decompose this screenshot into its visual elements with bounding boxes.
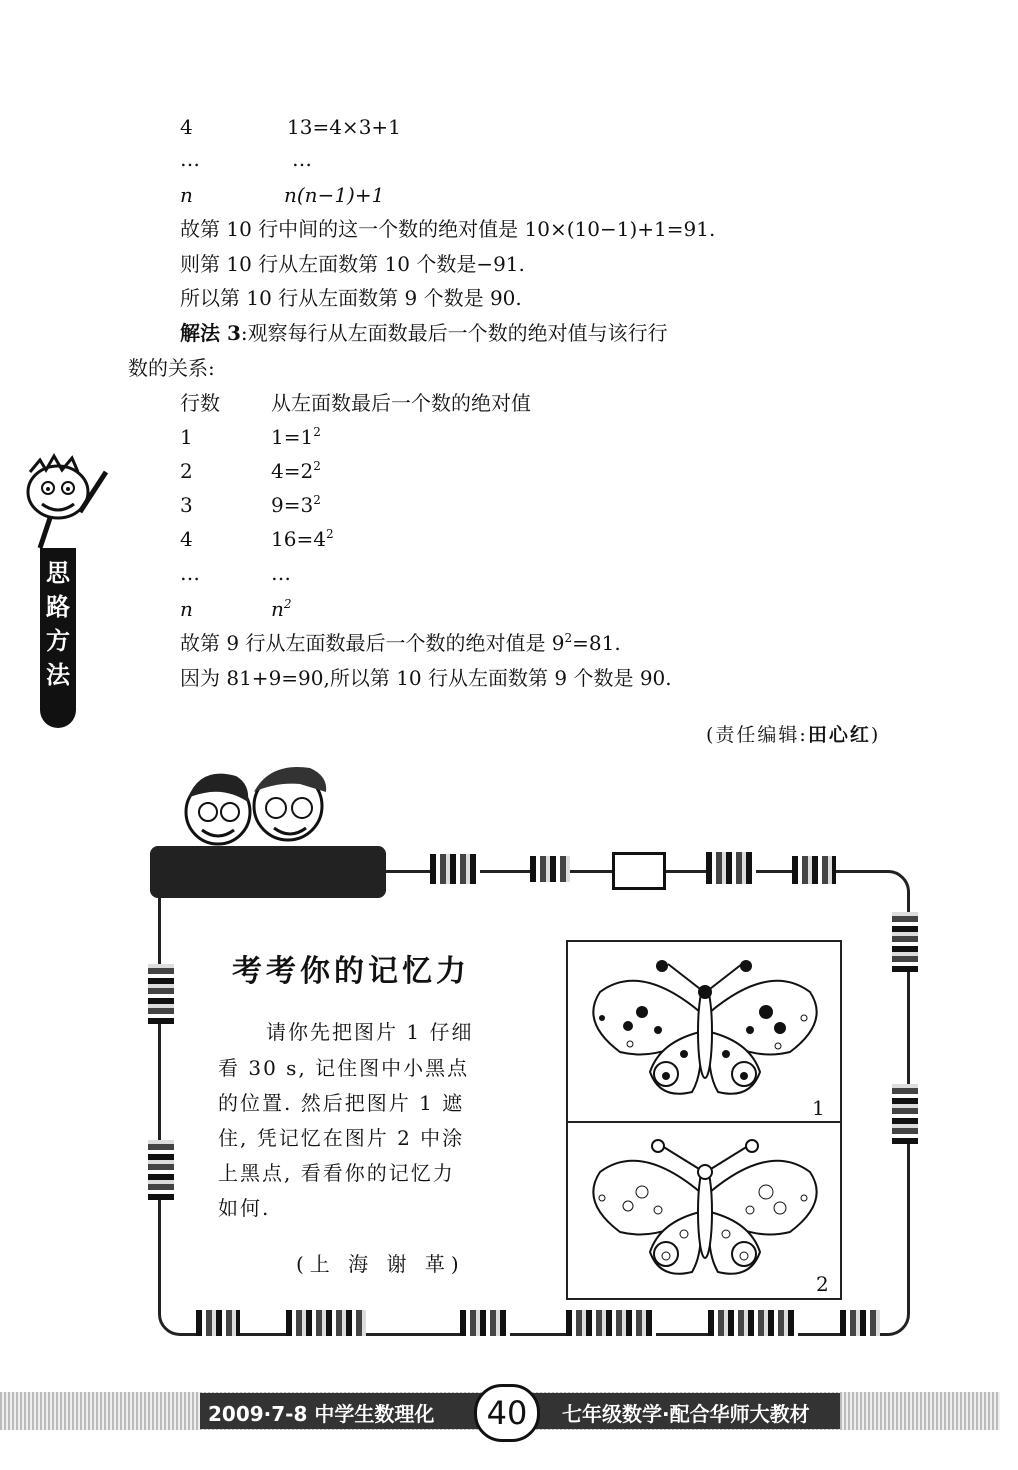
butterfly-1-image (580, 952, 830, 1102)
page-number: 40 (474, 1384, 540, 1442)
border-pattern-bottom-2 (286, 1310, 366, 1336)
table1-row4-n: 4 (180, 115, 193, 139)
picture-divider (566, 1121, 842, 1123)
box-text-line-4: 住, 凭记忆在图片 2 中涂 (218, 1126, 465, 1150)
table2-row4-n: 4 (180, 527, 193, 551)
table1-rown-n: n (180, 183, 193, 207)
picture-1-label: 1 (812, 1096, 825, 1120)
table2-dots-value: … (271, 561, 291, 585)
table2-row2-value (271, 458, 321, 484)
text2-line1-exp: 2 (564, 631, 573, 645)
text1-line3: 所以第 10 行从左面数第 9 个数是 90. (180, 286, 522, 310)
side-tab-char-1: 思 (46, 559, 70, 587)
border-pattern-right-2 (892, 1084, 918, 1144)
text2-line1-a: 故第 9 行从左面数最后一个数的绝对值是 9 (180, 631, 565, 655)
border-pattern-top-5 (792, 856, 836, 884)
border-pattern-bottom-5 (708, 1310, 798, 1336)
box-header-bar (150, 846, 386, 898)
border-pattern-right-1 (892, 912, 918, 972)
text2-line1 (180, 630, 621, 656)
table1-rown-value: n(n−1)+1 (284, 183, 385, 207)
border-pattern-left-2 (148, 1140, 174, 1200)
box-text-line-3: 的位置. 然后把图片 1 遮 (218, 1091, 465, 1115)
border-pattern-top-4 (706, 852, 756, 884)
picture-2-label: 2 (816, 1272, 829, 1296)
side-tab (40, 548, 76, 728)
table2-header-col2: 从左面数最后一个数的绝对值 (271, 391, 531, 415)
text2-line1-b: =81. (572, 631, 621, 655)
footer-left-text: 2009·7-8 中学生数理化 (208, 1402, 435, 1426)
method3-cont: 数的关系: (128, 356, 215, 380)
table2-row3-n: 3 (180, 493, 193, 517)
border-pattern-left-1 (148, 964, 174, 1024)
table2-rown-expr: n (271, 597, 284, 621)
method3-text: :观察每行从左面数最后一个数的绝对值与该行行 (240, 321, 668, 345)
editor-prefix: (责任编辑: (706, 724, 808, 746)
table1-dots-n: … (180, 147, 200, 171)
box-text-line-1: 请你先把图片 1 仔细 (266, 1020, 474, 1044)
table2-row1-expr: 1=1 (271, 425, 314, 449)
side-tab-char-2: 路 (46, 593, 70, 621)
table1-dots-value: … (292, 147, 312, 171)
table1-row4-value: 13=4×3+1 (287, 115, 401, 139)
footer-right-text: 七年级数学·配合华师大教材 (562, 1402, 810, 1426)
table2-row2-expr: 4=2 (271, 459, 314, 483)
table2-row1-exp: 2 (313, 425, 321, 439)
table2-row2-n: 2 (180, 459, 193, 483)
text1-line2: 则第 10 行从左面数第 10 个数是−91. (180, 252, 525, 276)
side-tab-char-4: 法 (46, 661, 70, 689)
table2-rown-n: n (180, 597, 193, 621)
table2-header-col1: 行数 (180, 391, 220, 415)
border-pattern-top-2 (530, 856, 570, 882)
border-pattern-bottom-1 (196, 1310, 240, 1336)
table2-dots-n: … (180, 561, 200, 585)
box-text-line-6: 如何. (218, 1196, 271, 1220)
table2-row4-exp: 2 (325, 527, 334, 541)
table2-row2-exp: 2 (313, 459, 321, 473)
text1-line1: 故第 10 行中间的这一个数的绝对值是 10×(10−1)+1=91. (180, 217, 716, 241)
text2-line2: 因为 81+9=90,所以第 10 行从左面数第 9 个数是 90. (180, 666, 672, 690)
editor-name: 田心红 (807, 724, 871, 746)
border-pattern-bottom-3 (460, 1310, 510, 1336)
mascot-cartoon-icon (10, 452, 110, 552)
table2-row3-exp: 2 (313, 493, 321, 507)
table2-row1-n: 1 (180, 425, 193, 449)
box-text-line-5: 上黑点, 看看你的记忆力 (218, 1161, 455, 1185)
kids-cartoon-icon (160, 762, 340, 852)
border-pattern-top-3 (612, 852, 666, 890)
box-author: (上 海 谢 革) (296, 1252, 465, 1276)
editor-suffix: ) (870, 724, 881, 746)
table2-row4-expr: 16=4 (271, 527, 326, 551)
butterfly-2-image (580, 1132, 830, 1282)
border-pattern-top-1 (430, 854, 480, 884)
table2-row4-value (271, 526, 334, 552)
border-pattern-bottom-4 (566, 1310, 656, 1336)
method3-line (180, 320, 668, 346)
table2-row3-value (271, 492, 321, 518)
table2-rown-exp: 2 (283, 597, 292, 611)
side-tab-char-3: 方 (46, 627, 70, 655)
method3-label: 解法 3 (180, 321, 241, 345)
box-text-line-2: 看 30 s, 记住图中小黑点 (218, 1056, 470, 1080)
editor-credit (706, 722, 880, 748)
table2-row3-expr: 9=3 (271, 493, 314, 517)
table2-row1-value (271, 424, 321, 450)
box-title: 考考你的记忆力 (232, 954, 470, 989)
border-pattern-bottom-6 (840, 1310, 880, 1336)
table2-rown-value (271, 596, 292, 622)
